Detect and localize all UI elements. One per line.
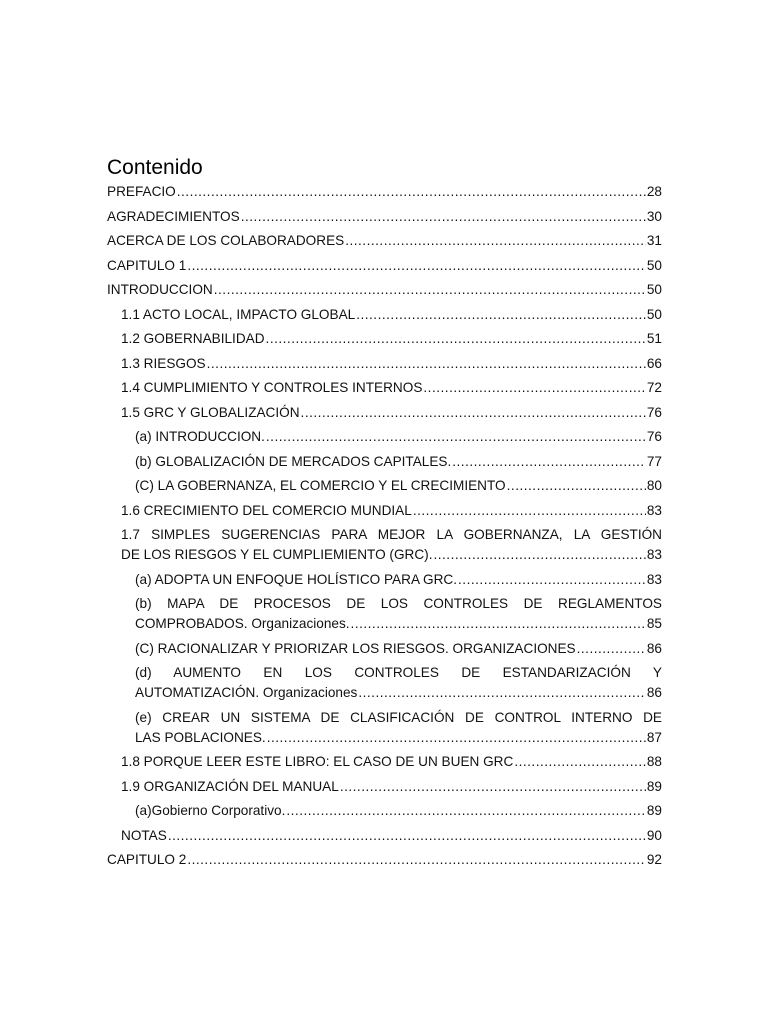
toc-entry-label: 1.5 GRC Y GLOBALIZACIÓN [121,404,300,420]
toc-entry-label: NOTAS [121,827,167,843]
toc-entry-page: 76 [646,429,662,444]
toc-entry-1-7-d[interactable] [107,663,662,703]
toc-entry-label: AUTOMATIZACIÓN. Organizaciones [135,685,358,700]
toc-entry-page: 83 [646,571,662,587]
toc-entry-label: (a) INTRODUCCION. [135,429,265,444]
toc-entry-page: 89 [646,803,662,818]
toc-leader-dots [356,305,646,325]
toc-entry-page: 86 [646,640,662,656]
toc-entry-label: (a)Gobierno Corporativo. [135,803,286,818]
toc-entry-label: AGRADECIMIENTOS [107,208,240,224]
toc-entry-page: 66 [646,355,662,371]
toc-entry-colaboradores[interactable] [107,231,662,251]
toc-entry-label: 1.4 CUMPLIMIENTO Y CONTROLES INTERNOS [121,380,423,395]
toc-entry-page: 31 [646,233,662,248]
toc-entry-1-5[interactable] [107,403,662,423]
toc-entry-page: 90 [646,827,662,843]
toc-entry-label: CAPITULO 1 [107,257,187,273]
toc-leader-dots [241,207,646,227]
toc-entry-page: 89 [646,778,662,794]
toc-leader-dots [187,256,646,276]
toc-leader-dots [433,545,645,565]
toc-entry-1-4[interactable] [107,378,662,398]
toc-entry-1-7-c[interactable] [107,639,662,659]
toc-entry-1-9[interactable] [107,777,662,797]
toc-entry-label: DE LOS RIESGOS Y EL CUMPLIEMIENTO (GRC). [121,547,433,562]
toc-entry-line1: 1.7 SIMPLES SUGERENCIAS PARA MEJOR LA GOBERNANZA, LA GESTIÓN [121,527,662,542]
toc-entry-1-8[interactable] [107,752,662,772]
toc-entry-page: 28 [646,184,662,199]
toc-entry-page: 30 [646,208,662,224]
toc-entry-capitulo-2[interactable] [107,850,662,870]
toc-entry-prefacio[interactable] [107,182,662,202]
toc-entry-label: (C) RACIONALIZAR Y PRIORIZAR LOS RIESGOS. ORGANIZACIONES [135,640,576,656]
toc-entry-1-7[interactable] [107,525,662,565]
toc-entry-1-7-a[interactable] [107,570,662,590]
toc-leader-dots [458,570,646,590]
toc-leader-dots [514,752,646,772]
toc-leader-dots [340,777,646,797]
toc-entry-label: (a) ADOPTA UN ENFOQUE HOLÍSTICO PARA GRC. [135,571,458,587]
toc-entry-1-3[interactable] [107,354,662,374]
toc-entry-page: 85 [646,616,662,631]
toc-entry-label: INTRODUCCION [107,282,213,297]
toc-leader-dots [266,329,646,349]
toc-page [107,156,662,870]
toc-leader-dots [187,850,646,870]
toc-leader-dots [345,231,646,251]
toc-entry-1-2[interactable] [107,329,662,349]
toc-entry-page: 51 [646,331,662,346]
toc-entry-1-1[interactable] [107,305,662,325]
toc-leader-dots [351,614,646,634]
toc-entry-capitulo-1[interactable] [107,256,662,276]
toc-entry-1-9-a[interactable] [107,801,662,821]
toc-entry-label: PREFACIO [107,184,176,199]
toc-entry-label: 1.3 RIESGOS [121,355,206,371]
toc-title: Contenido [107,156,203,179]
toc-leader-dots [507,476,646,496]
toc-entry-line1: (e) CREAR UN SISTEMA DE CLASIFICACIÓN DE CONTROL INTERNO DE [135,709,662,725]
toc-entry-label: ACERCA DE LOS COLABORADORES [107,233,345,248]
toc-entry-introduccion[interactable] [107,280,662,300]
toc-entry-label: 1.6 CRECIMIENTO DEL COMERCIO MUNDIAL [121,502,412,518]
toc-entry-page: 50 [646,282,662,297]
toc-entry-label: 1.1 ACTO LOCAL, IMPACTO GLOBAL [121,306,356,322]
toc-leader-dots [266,427,646,447]
toc-entry-1-5-a[interactable] [107,427,662,447]
toc-leader-dots [214,280,646,300]
toc-entry-label: LAS POBLACIONES. [135,729,266,745]
toc-entry-page: 88 [646,754,662,769]
toc-leader-dots [358,683,646,703]
toc-entry-label: CAPITULO 2 [107,852,187,867]
toc-entry-page: 50 [646,257,662,273]
toc-entry-notas[interactable] [107,826,662,846]
toc-leader-dots [267,728,646,748]
toc-entry-page: 50 [646,306,662,322]
toc-entry-1-5-c[interactable] [107,476,662,496]
toc-entry-label: 1.9 ORGANIZACIÓN DEL MANUAL [121,778,339,794]
toc-leader-dots [452,452,646,472]
toc-entry-label: 1.2 GOBERNABILIDAD [121,331,265,346]
toc-entry-1-7-e[interactable] [107,708,662,748]
toc-entry-label: (C) LA GOBERNANZA, EL COMERCIO Y EL CRECIMIENTO [135,478,506,493]
toc-leader-dots [577,639,646,659]
toc-list [107,182,662,870]
toc-entry-line1: (d) AUMENTO EN LOS CONTROLES DE ESTANDARIZACIÓN Y [135,665,662,680]
toc-entry-label: COMPROBADOS. Organizaciones. [135,616,350,631]
toc-entry-1-6[interactable] [107,501,662,521]
toc-entry-agradecimientos[interactable] [107,207,662,227]
toc-entry-1-7-b[interactable] [107,594,662,634]
toc-entry-label: (b) GLOBALIZACIÓN DE MERCADOS CAPITALES. [135,453,452,469]
toc-leader-dots [177,182,646,202]
toc-leader-dots [168,826,646,846]
toc-entry-page: 76 [646,404,662,420]
toc-leader-dots [207,354,646,374]
toc-entry-page: 92 [646,852,662,867]
toc-entry-1-5-b[interactable] [107,452,662,472]
toc-entry-line1: (b) MAPA DE PROCESOS DE LOS CONTROLES DE REGLAMENTOS [135,596,662,611]
toc-entry-page: 87 [646,729,662,745]
toc-entry-page: 86 [646,685,662,700]
toc-entry-page: 77 [646,453,662,469]
toc-leader-dots [413,501,646,521]
toc-entry-page: 83 [646,502,662,518]
toc-entry-page: 72 [646,380,662,395]
toc-leader-dots [301,403,646,423]
toc-entry-label: 1.8 PORQUE LEER ESTE LIBRO: EL CASO DE UN BUEN GRC [121,754,514,769]
toc-leader-dots [286,801,646,821]
toc-leader-dots [423,378,645,398]
toc-entry-page: 80 [646,478,662,493]
toc-entry-page: 83 [646,547,662,562]
